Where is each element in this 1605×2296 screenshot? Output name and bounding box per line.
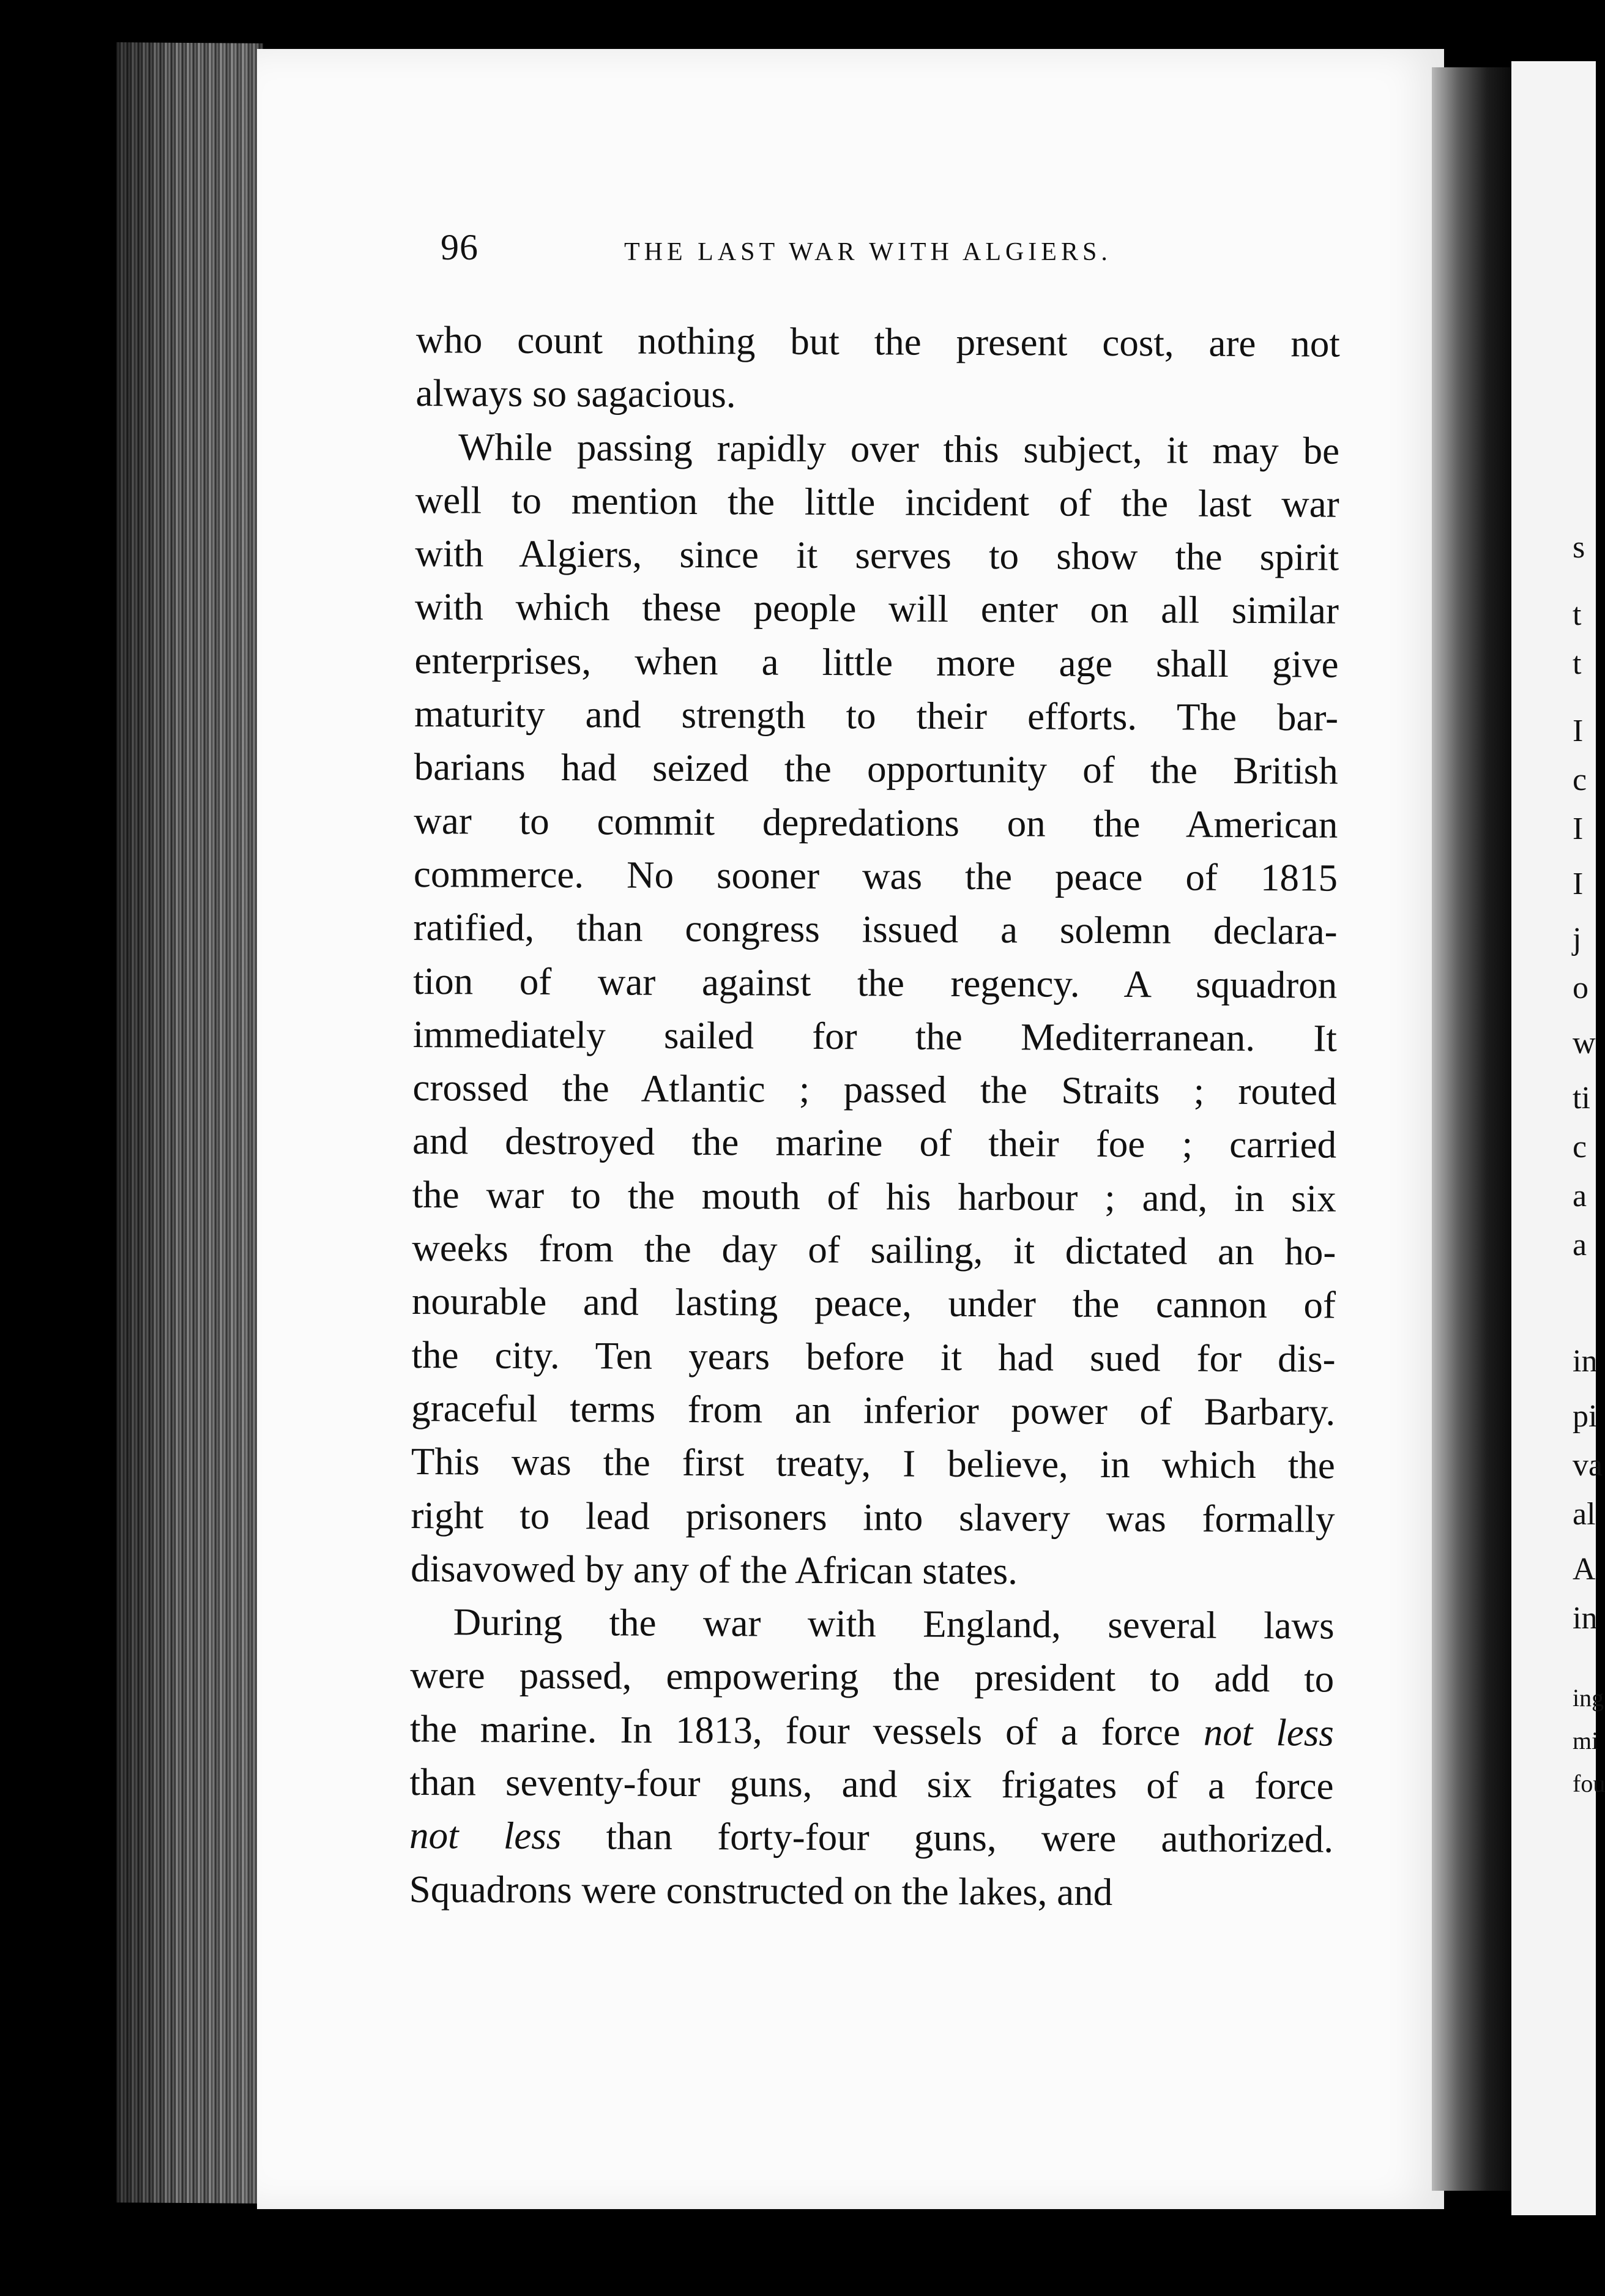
text-line: always so sagacious. — [415, 371, 736, 416]
facing-page-fragment: va — [1573, 1448, 1603, 1483]
text-line: the city. Ten years before it had sued for dis- — [411, 1333, 1336, 1381]
text-line: and destroyed the marine of their foe ; carried — [412, 1119, 1337, 1167]
gutter-shadow — [1432, 67, 1511, 2191]
facing-page-fragment: ti — [1573, 1081, 1590, 1116]
facing-page-fragment: mi — [1573, 1727, 1599, 1754]
facing-page-fragment: pi — [1573, 1399, 1598, 1434]
text-line: the war to the mouth of his harbour ; and, in six — [412, 1172, 1336, 1220]
facing-page-fragment: c — [1573, 1130, 1587, 1165]
text-line: This was the first treaty, I believe, in which the — [411, 1440, 1335, 1487]
text-line: than seventy-four guns, and six frigates of a force — [409, 1760, 1334, 1808]
text-line: barians had seized the opportunity of the British — [414, 745, 1338, 792]
text-line: with Algiers, since it serves to show the spirit — [415, 532, 1339, 579]
facing-page-fragment: t — [1573, 597, 1582, 632]
facing-page-fragment: a — [1573, 1179, 1587, 1213]
text-line: crossed the Atlantic ; passed the Straits ; routed — [412, 1066, 1337, 1113]
text-line: nourable and lasting peace, under the cannon of — [411, 1280, 1336, 1327]
text-line: with which these people will enter on all similar — [414, 585, 1339, 633]
facing-page-fragment: s — [1573, 530, 1585, 565]
text-line: who count nothing but the present cost, are not — [415, 318, 1340, 365]
facing-page-fragment: al — [1573, 1497, 1596, 1532]
text-line: While passing rapidly over this subject, it may be — [458, 425, 1340, 472]
facing-page-fragment: fou — [1573, 1770, 1605, 1797]
page-edges — [116, 42, 263, 2204]
facing-page-fragment: A — [1573, 1552, 1596, 1587]
body-text — [409, 313, 1340, 1920]
facing-page-fragment: j — [1573, 922, 1582, 956]
text-line: were passed, empowering the president to add to — [410, 1653, 1335, 1701]
text-line: During the war with England, several laws — [453, 1600, 1335, 1647]
text-line: enterprises, when a little more age shall give — [414, 638, 1339, 686]
text-line: Squadrons were constructed on the lakes, and — [409, 1867, 1113, 1914]
italic-phrase: not less — [409, 1814, 562, 1858]
facing-page-fragment: w — [1573, 1026, 1596, 1060]
text-line: maturity and strength to their efforts. The bar- — [414, 692, 1339, 739]
text-line: right to lead prisoners into slavery was formally — [411, 1493, 1335, 1541]
facing-page-fragment: c — [1573, 762, 1587, 797]
facing-page-fragment: o — [1573, 971, 1588, 1005]
facing-page-fragment: a — [1573, 1228, 1587, 1262]
facing-page-fragment: I — [1573, 867, 1584, 901]
text-line: disavowed by any of the African states. — [410, 1546, 1018, 1593]
facing-page-fragment: in — [1573, 1601, 1598, 1636]
text-line: well to mention the little incident of the last war — [415, 478, 1339, 526]
text-line: graceful terms from an inferior power of Barbary. — [411, 1386, 1336, 1434]
italic-phrase: not less — [1203, 1710, 1335, 1754]
text-line: weeks from the day of sailing, it dictated an ho- — [412, 1226, 1336, 1273]
text-line: the marine. In 1813, four vessels of a force not less — [409, 1707, 1335, 1754]
page-number: 96 — [441, 227, 479, 267]
text-line: immediately sailed for the Mediterranean. It — [412, 1012, 1337, 1060]
facing-page-fragment: ing — [1573, 1684, 1604, 1712]
text-line: war to commit depredations on the American — [414, 799, 1338, 846]
facing-page-fragment: I — [1573, 811, 1584, 846]
facing-page-fragment: in — [1573, 1344, 1598, 1379]
text-line: ratified, than congress issued a solemn declara- — [413, 906, 1338, 953]
facing-page-fragment: t — [1573, 646, 1582, 681]
text-line: commerce. No sooner was the peace of 1815 — [413, 852, 1338, 900]
running-head-title: THE LAST WAR WITH ALGIERS. — [624, 238, 1112, 266]
text-line: tion of war against the regency. A squadron — [413, 959, 1338, 1007]
facing-page-fragment: I — [1573, 714, 1584, 748]
text-line: not less than forty-four guns, were authorized. — [409, 1814, 1334, 1861]
